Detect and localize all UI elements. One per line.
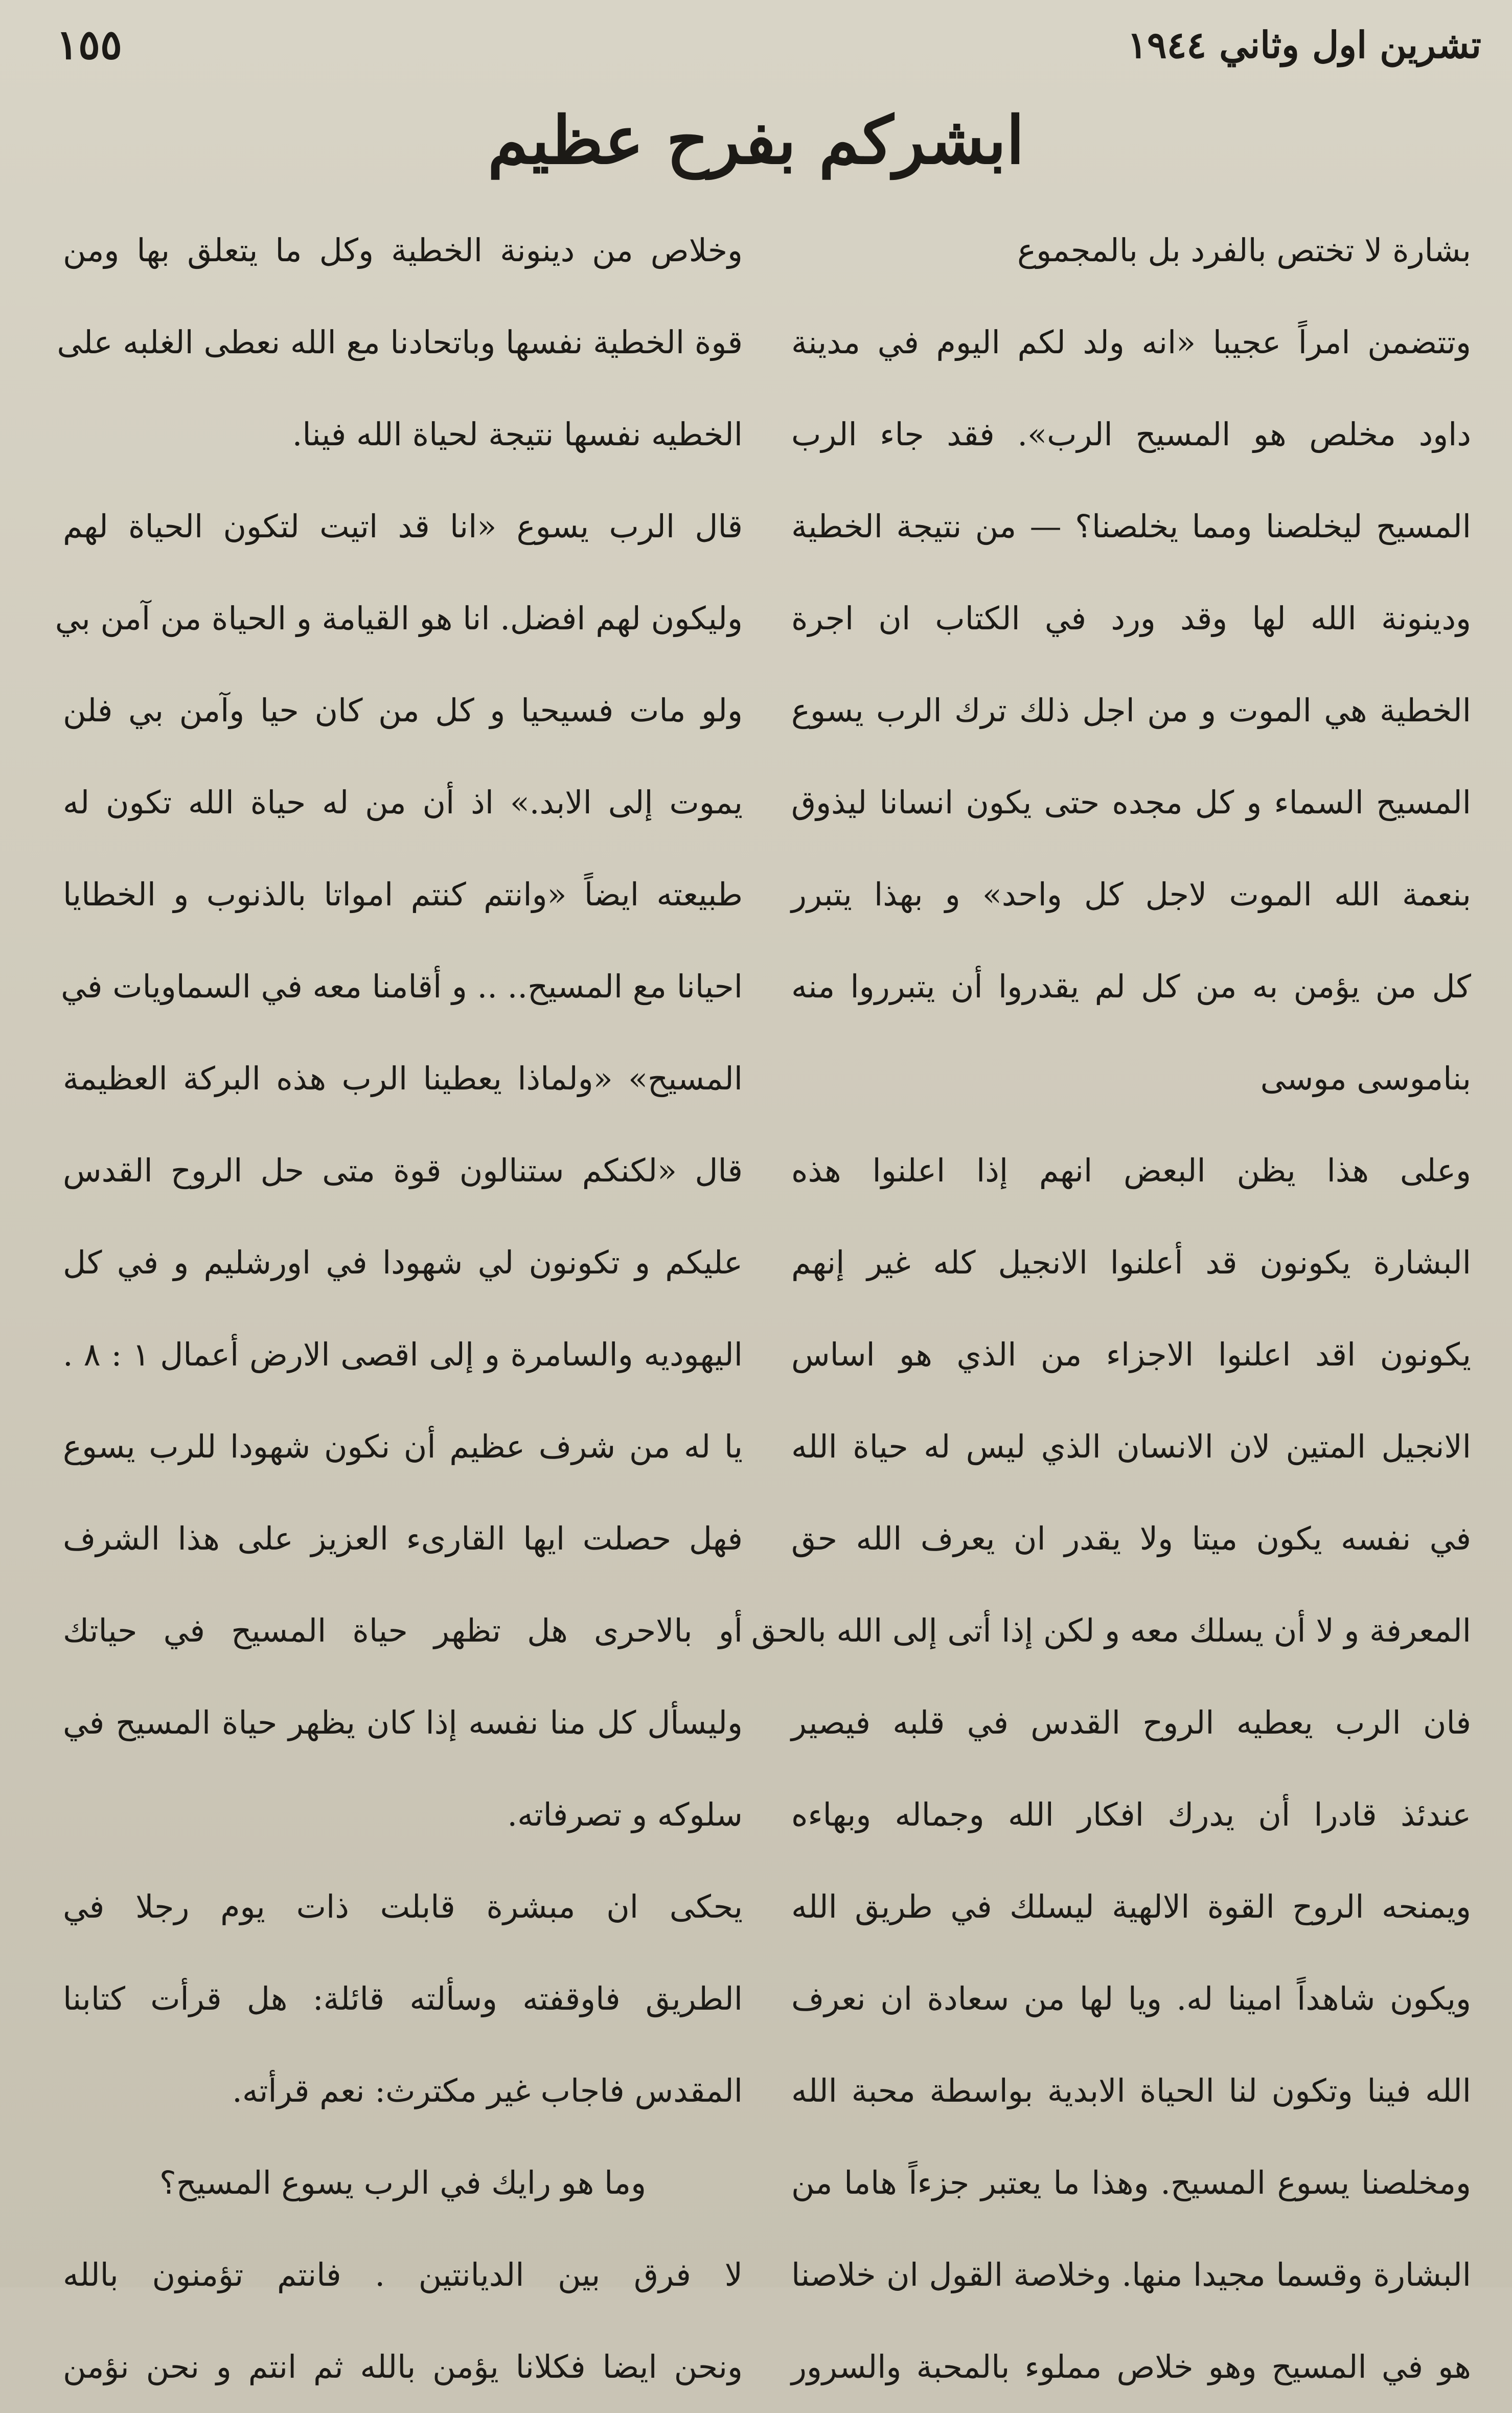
text-line: المعرفة و لا أن يسلك معه و لكن إذا أتى إلى الله بالحق (751, 1612, 1471, 1649)
text-line: الانجيل المتين لان الانسان الذي ليس له حياة الله (791, 1428, 1471, 1465)
text-line: فان الرب يعطيه الروح القدس في قلبه فيصير (791, 1704, 1471, 1741)
text-line: قوة الخطية نفسها وباتحادنا مع الله نعطى الغلبه على (57, 324, 743, 361)
text-line: البشارة يكونون قد أعلنوا الانجيل كله غير إنهم (791, 1244, 1471, 1281)
text-line: لا فرق بين الديانتين . فانتم تؤمنون بالله (63, 2256, 743, 2293)
text-line: الطريق فاوقفته وسألته قائلة: هل قرأت كتابنا (63, 1980, 743, 2017)
text-line: ومخلصنا يسوع المسيح. وهذا ما يعتبر جزءاً هاما من (791, 2164, 1471, 2201)
text-line: فهل حصلت ايها القارىء العزيز على هذا الشرف (63, 1520, 743, 1557)
text-line: هو في المسيح وهو خلاص مملوء بالمحبة والسرور (791, 2348, 1471, 2385)
text-line: وليسأل كل منا نفسه إذا كان يظهر حياة المسيح في (63, 1704, 743, 1741)
text-line: سلوكه و تصرفاته. (507, 1796, 743, 1833)
text-line: الخطية هي الموت و من اجل ذلك ترك الرب يسوع (791, 692, 1471, 729)
text-line: قال الرب يسوع «انا قد اتيت لتكون الحياة لهم (63, 508, 743, 545)
text-line: اليهوديه والسامرة و إلى اقصى الارض أعمال ١ : ٨ . (63, 1336, 743, 1373)
left-column (55, 204, 743, 2385)
text-line: المقدس فاجاب غير مكترث: نعم قرأته. (232, 2072, 743, 2109)
text-line: أو بالاحرى هل تظهر حياة المسيح في حياتك (63, 1612, 743, 1649)
text-line: المسيح ليخلصنا ومما يخلصنا؟ — من نتيجة الخطية (791, 508, 1471, 545)
text-line: عندئذ قادرا أن يدرك افكار الله وجماله وبهاءه (791, 1796, 1471, 1833)
text-line: البشارة وقسما مجيدا منها. وخلاصة القول ان خلاصنا (791, 2256, 1471, 2293)
text-line: كل من يؤمن به من كل لم يقدروا أن يتبرروا منه (791, 968, 1471, 1005)
issue-date: تشرين اول وثاني ١٩٤٤ (1127, 23, 1481, 66)
text-line: داود مخلص هو المسيح الرب». فقد جاء الرب (791, 416, 1471, 453)
text-line: ويمنحه الروح القوة الالهية ليسلك في طريق الله (791, 1888, 1471, 1925)
text-line: يحكى ان مبشرة قابلت ذات يوم رجلا في (63, 1888, 743, 1925)
article-title: ابشركم بفرح عظيم (487, 102, 1025, 179)
text-line: المسيح» «ولماذا يعطينا الرب هذه البركة العظيمة (63, 1060, 743, 1097)
text-line: يكونون اقد اعلنوا الاجزاء من الذي هو اساس (791, 1336, 1471, 1373)
text-line: وما هو رايك في الرب يسوع المسيح؟ (159, 2164, 647, 2201)
text-line: طبيعته ايضاً «وانتم كنتم امواتا بالذنوب و الخطايا (63, 876, 743, 913)
page-number: ١٥٥ (56, 20, 122, 69)
text-line: بشارة لا تختص بالفرد بل بالمجموع (1017, 232, 1471, 269)
text-line: بناموسى موسى (1260, 1060, 1471, 1097)
text-line: قال «لكنكم ستنالون قوة متى حل الروح القدس (63, 1152, 743, 1189)
text-line: يموت إلى الابد.» اذ أن من له حياة الله تكون له (63, 784, 743, 821)
text-line: ويكون شاهداً امينا له. ويا لها من سعادة ان نعرف (791, 1980, 1471, 2017)
text-line: وتتضمن امراً عجيبا «انه ولد لكم اليوم في مدينة (791, 324, 1471, 361)
text-line: عليكم و تكونون لي شهودا في اورشليم و في كل (63, 1244, 743, 1281)
text-line: بنعمة الله الموت لاجل كل واحد» و بهذا يتبرر (791, 876, 1471, 913)
text-line: يا له من شرف عظيم أن نكون شهودا للرب يسوع (63, 1428, 743, 1465)
text-line: وليكون لهم افضل. انا هو القيامة و الحياة من آمن بي (55, 600, 743, 637)
text-line: احيانا مع المسيح.. .. و أقامنا معه في السماويات في (61, 968, 743, 1005)
text-line: وعلى هذا يظن البعض انهم إذا اعلنوا هذه (791, 1152, 1472, 1189)
text-line: الله فينا وتكون لنا الحياة الابدية بواسطة محبة الله (791, 2072, 1471, 2109)
text-line: المسيح السماء و كل مجده حتى يكون انسانا ليذوق (791, 784, 1471, 821)
right-column (751, 204, 1472, 2385)
text-line: ودينونة الله لها وقد ورد في الكتاب ان اجرة (791, 600, 1471, 637)
text-line: وخلاص من دينونة الخطية وكل ما يتعلق بها ومن (63, 232, 743, 269)
text-line: ولو مات فسيحيا و كل من كان حيا وآمن بي فلن (63, 692, 743, 729)
text-line: ونحن ايضا فكلانا يؤمن بالله ثم انتم و نحن نؤمن (63, 2348, 743, 2385)
text-line: في نفسه يكون ميتا ولا يقدر ان يعرف الله حق (791, 1520, 1471, 1557)
text-line: الخطيه نفسها نتيجة لحياة الله فينا. (292, 416, 743, 453)
